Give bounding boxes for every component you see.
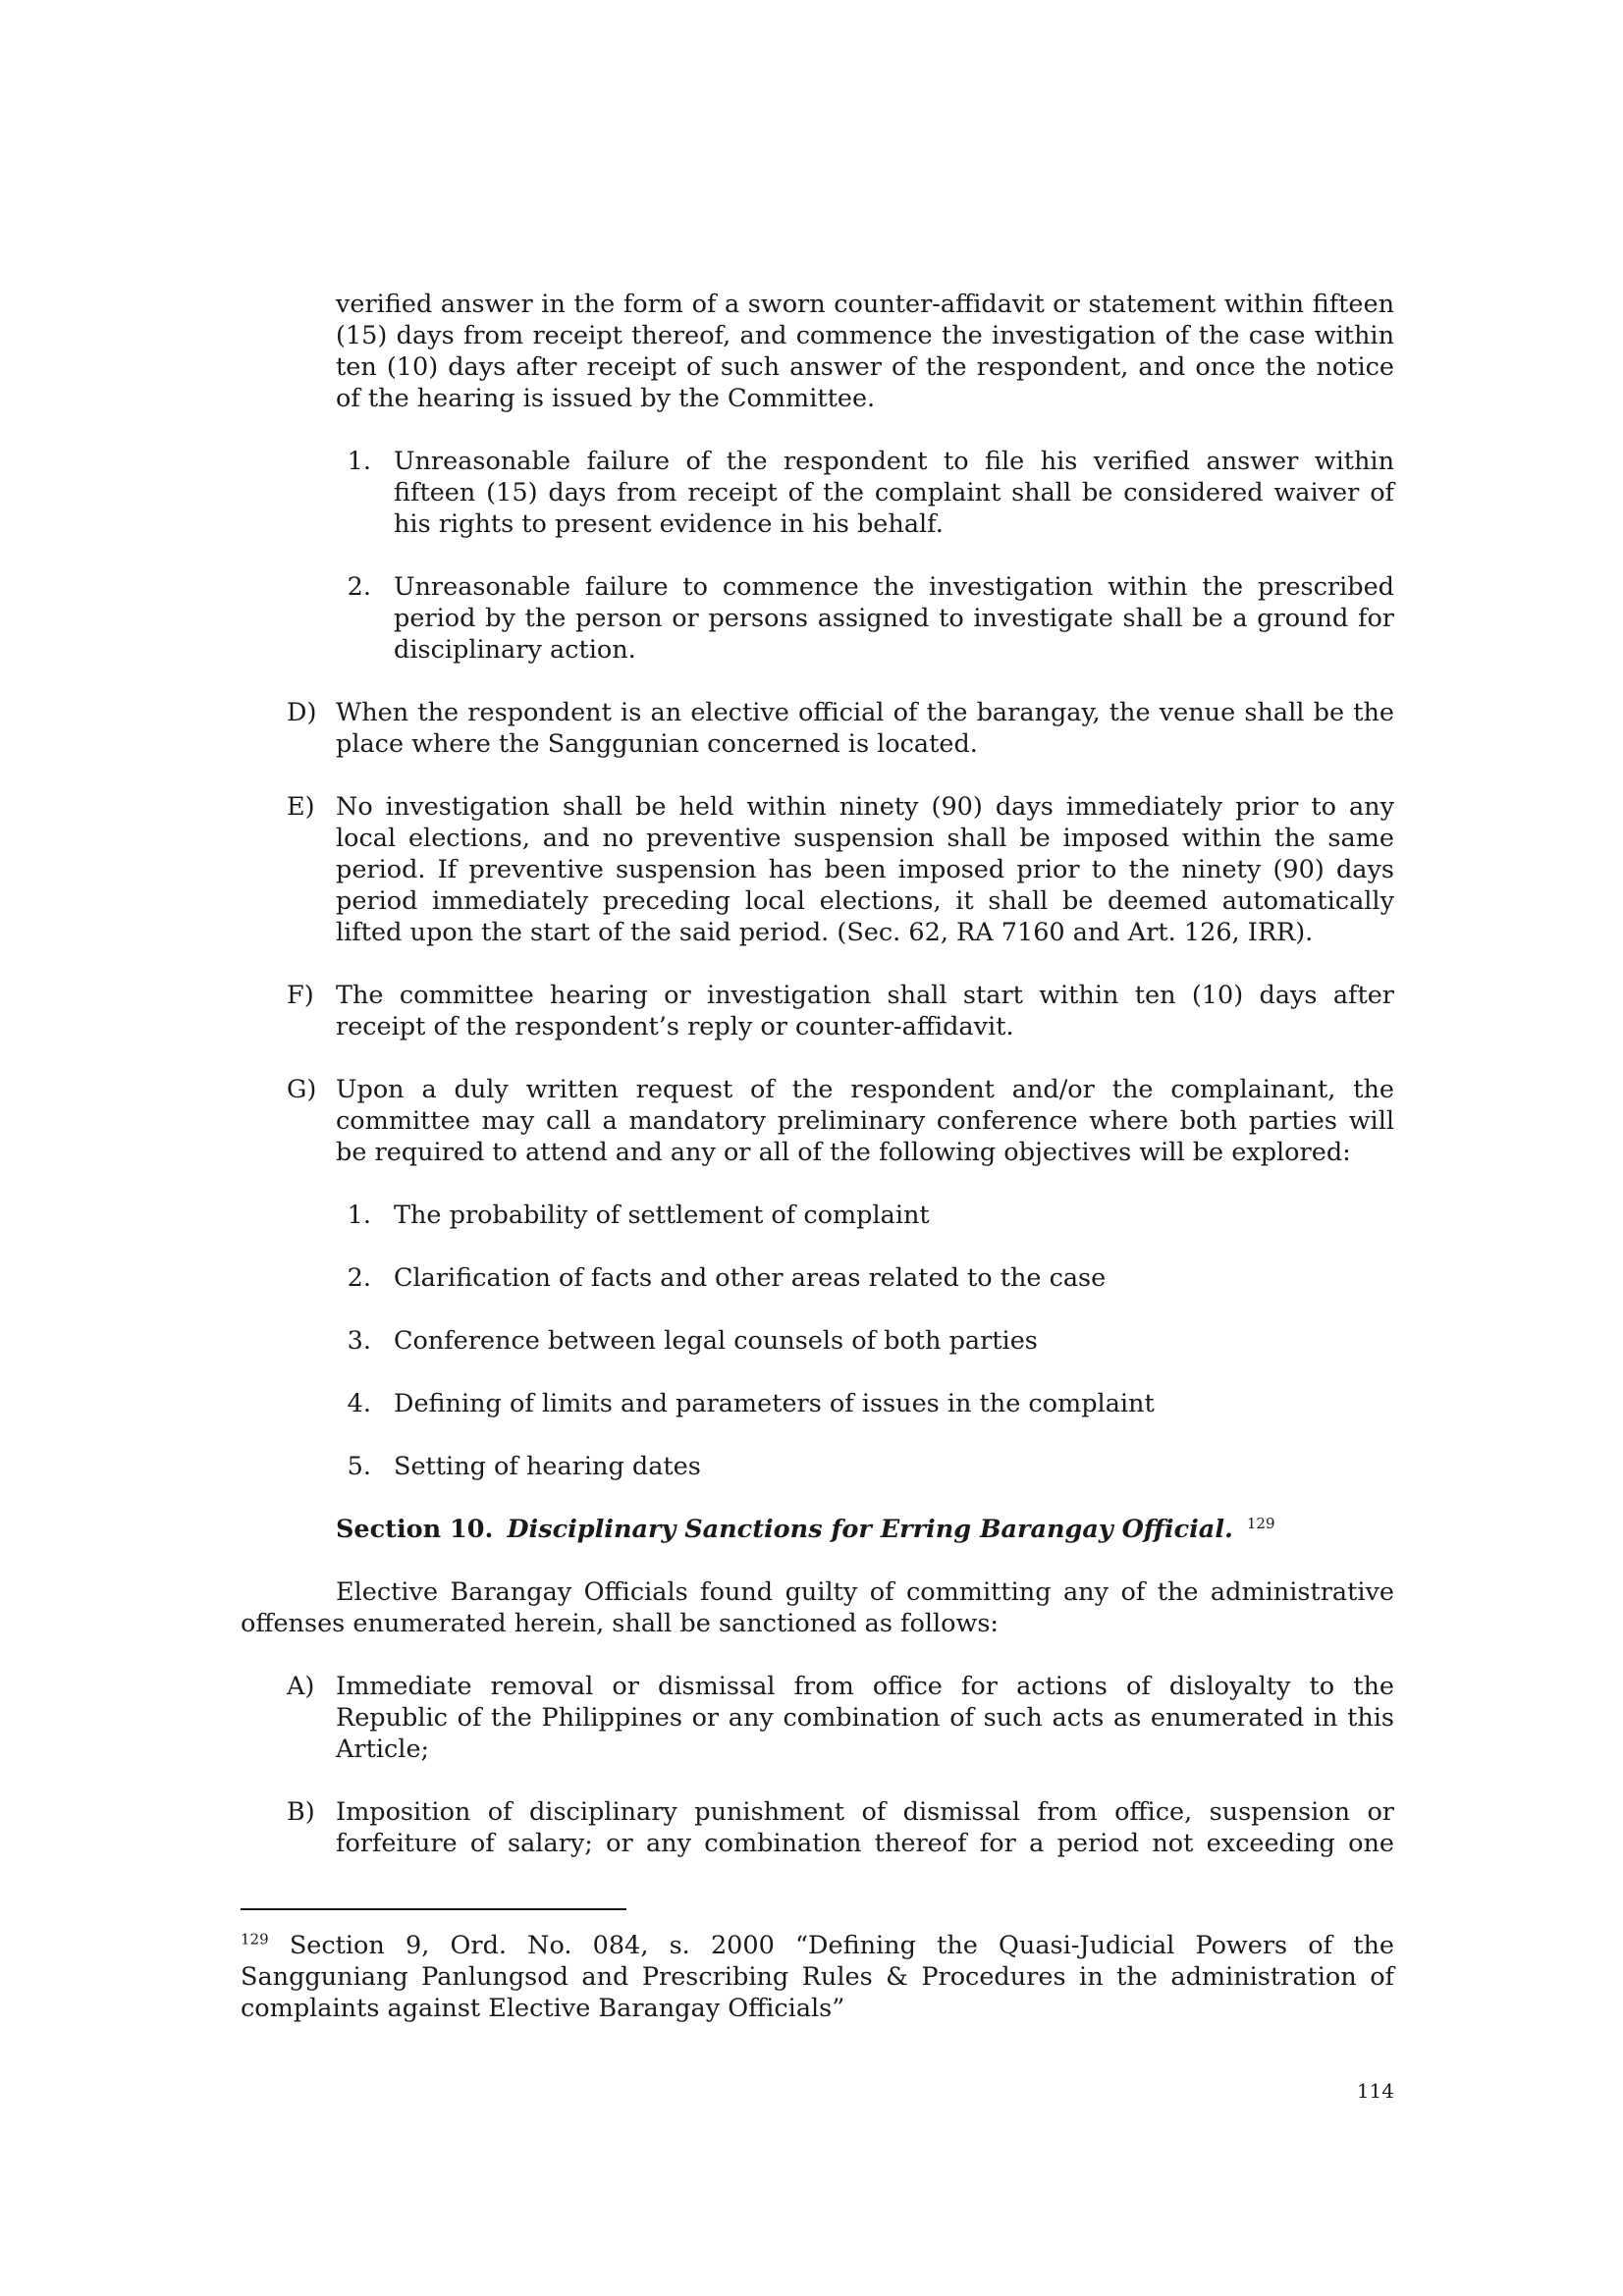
list-item-text: Unreasonable failure to commence the investigation within the prescribed period by the person or persons assigned to investigate shall be a ground for disciplinary action. <box>394 572 1394 665</box>
list-item-text: Conference between legal counsels of both parties <box>394 1326 1038 1356</box>
page-number: 114 <box>1356 2079 1394 2103</box>
list-item-text: Setting of hearing dates <box>394 1452 701 1481</box>
footnote-reference[interactable]: 129 <box>1246 1514 1275 1532</box>
item-marker: D) <box>287 698 317 727</box>
item-text: No investigation shall be held within ninety (90) days immediately prior to any local elections, and no preventive suspension shall be imposed within the same period. If preventive suspension has been imposed prior to the ninety (90) days period immediately preceding local elections, it shall be deemed automatically lifted upon the start of the said period. (Sec. 62, RA 7160 and Art. 126, IRR). <box>336 792 1394 947</box>
section-title: Disciplinary Sanctions for Erring Barangay Official. <box>507 1515 1233 1544</box>
item-marker: G) <box>287 1075 317 1104</box>
section-intro-paragraph: Elective Barangay Officials found guilty of committing any of the administrative offenses enumerated herein, shall be sanctioned as follows: <box>241 1577 1394 1638</box>
item-text: Immediate removal or dismissal from office for actions of disloyalty to the Republic of the Philippines or any combination of such acts as enumerated in this Article; <box>336 1672 1394 1764</box>
item-text: The committee hearing or investigation shall start within ten (10) days after receipt of the respondent’s reply or counter-affidavit. <box>336 981 1394 1041</box>
item-marker: E) <box>287 792 315 822</box>
list-item-text: Defining of limits and parameters of issues in the complaint <box>394 1389 1155 1418</box>
item-marker: F) <box>287 981 314 1010</box>
footnote <box>241 1930 1394 2024</box>
item-text: When the respondent is an elective official of the barangay, the venue shall be the place where the Sanggunian concerned is located. <box>336 698 1394 759</box>
section-heading <box>336 1514 1275 1545</box>
item-marker: A) <box>287 1672 315 1701</box>
item-marker: B) <box>287 1797 315 1827</box>
list-marker: 2. <box>347 572 371 602</box>
list-item-text: Unreasonable failure of the respondent to file his verified answer within fifteen (15) days from receipt of the complaint shall be considered waiver of his rights to present evidence in his behalf. <box>394 447 1394 539</box>
continuation-paragraph: verified answer in the form of a sworn counter-affidavit or statement within fifteen (15) days from receipt thereof, and commence the investigation of the case within ten (10) days after receipt of such answer of the respondent, and once the notice of the hearing is issued by the Committee. <box>336 290 1394 413</box>
footnote-text: Section 9, Ord. No. 084, s. 2000 “Defining the Quasi-Judicial Powers of the Sangguniang Panlungsod and Prescribing Rules & Procedures in the administration of complaints against Elective Barangay Officials” <box>241 1931 1395 2023</box>
list-marker: 4. <box>347 1389 371 1418</box>
footnote-separator <box>241 1908 626 1910</box>
item-text: Imposition of disciplinary punishment of dismissal from office, suspension or forfeiture of salary; or any combination thereof for a period not exceeding one <box>336 1797 1394 1858</box>
list-item-text: The probability of settlement of complaint <box>394 1201 930 1230</box>
section-label: Section 10. <box>336 1515 494 1544</box>
list-marker: 1. <box>347 1201 371 1230</box>
footnote-number: 129 <box>241 1930 269 1949</box>
item-text: Upon a duly written request of the respondent and/or the complainant, the committee may call a mandatory preliminary conference where both parties will be required to attend and any or all of the following objectives will be explored: <box>336 1075 1394 1167</box>
list-marker: 3. <box>347 1326 371 1356</box>
list-marker: 5. <box>347 1452 371 1481</box>
list-marker: 2. <box>347 1263 371 1293</box>
list-marker: 1. <box>347 447 371 476</box>
list-item-text: Clarification of facts and other areas related to the case <box>394 1263 1107 1293</box>
